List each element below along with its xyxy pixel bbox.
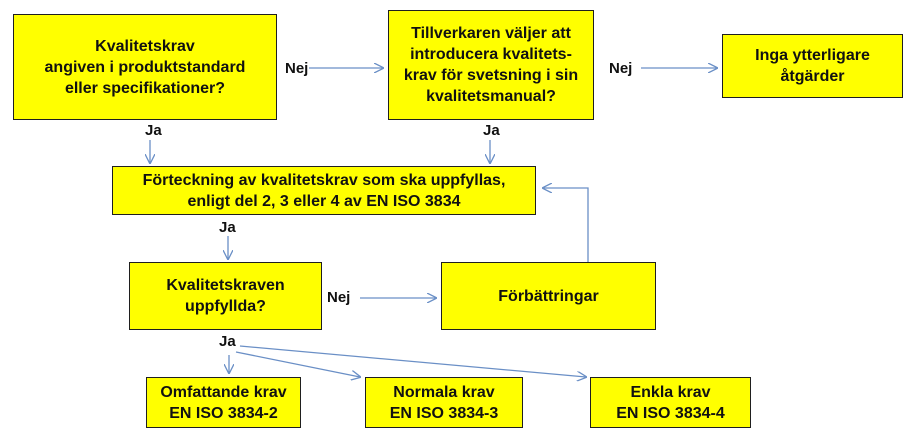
label-yes-4: Ja bbox=[219, 333, 236, 350]
label-yes-2: Ja bbox=[483, 122, 500, 139]
box-list-of-requirements: Förteckning av kvalitetskrav som ska uppfyllas, enligt del 2, 3 eller 4 av EN ISO 3834 bbox=[112, 166, 536, 215]
box-no-further-action: Inga ytterligare åtgärder bbox=[722, 34, 903, 98]
arrow-fulfilled-to-simple bbox=[240, 346, 586, 377]
arrow-fulfilled-to-normal bbox=[236, 352, 360, 377]
box-improvements: Förbättringar bbox=[441, 262, 656, 330]
label-no-3: Nej bbox=[327, 289, 351, 306]
box-comprehensive-requirements: Omfattande krav EN ISO 3834-2 bbox=[146, 377, 301, 428]
label-no-1: Nej bbox=[285, 60, 309, 77]
box-normal-requirements: Normala krav EN ISO 3834-3 bbox=[365, 377, 523, 428]
box-simple-requirements: Enkla krav EN ISO 3834-4 bbox=[590, 377, 751, 428]
arrow-improvements-to-list bbox=[543, 188, 588, 262]
label-yes-3: Ja bbox=[219, 219, 236, 236]
box-manufacturer-chooses: Tillverkaren väljer att introducera kvalitets- krav för svetsning i sin kvalitetsmanual? bbox=[388, 10, 594, 120]
label-yes-1: Ja bbox=[145, 122, 162, 139]
box-quality-requirements-specified: Kvalitetskrav angiven i produktstandard eller specifikationer? bbox=[13, 14, 277, 120]
box-requirements-fulfilled: Kvalitetskraven uppfyllda? bbox=[129, 262, 322, 330]
label-no-2: Nej bbox=[609, 60, 633, 77]
